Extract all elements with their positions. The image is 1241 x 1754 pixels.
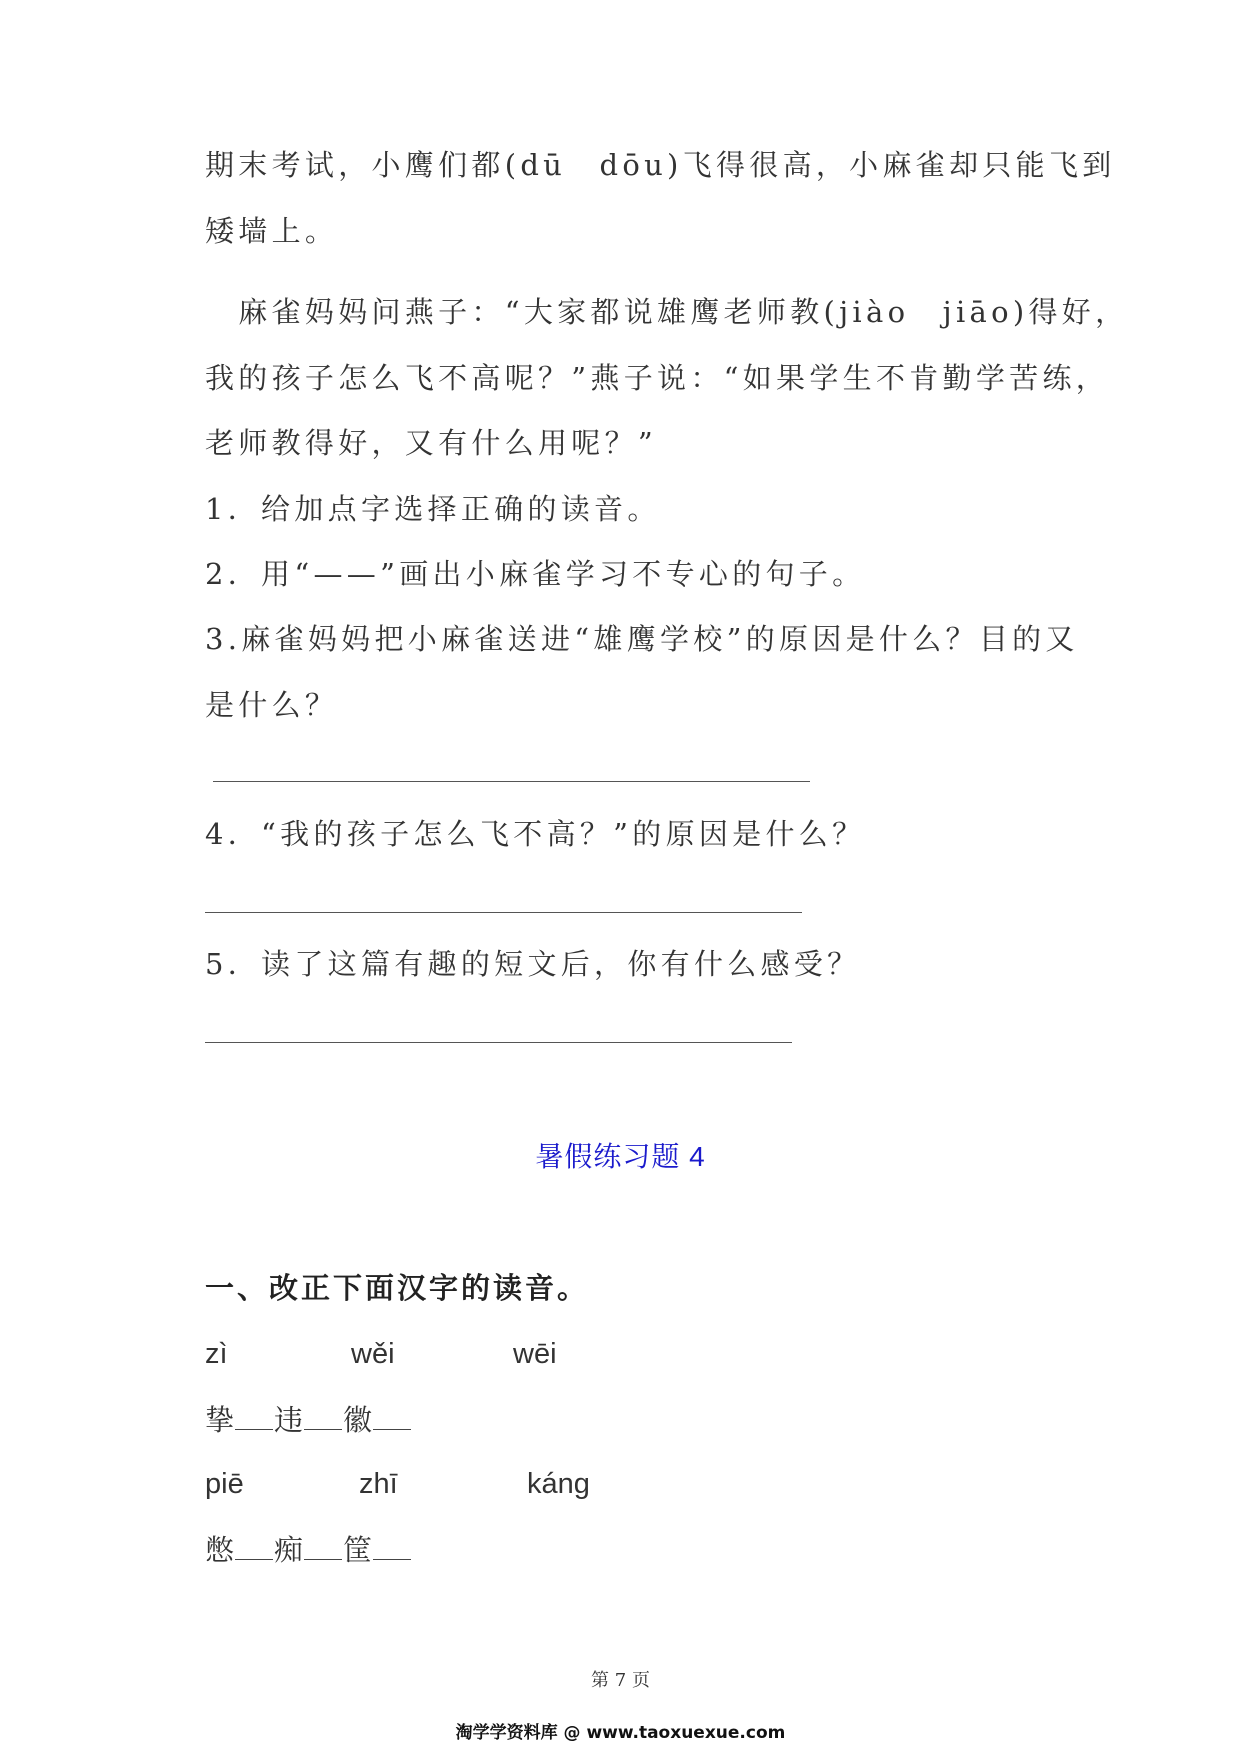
passage-line: 麻雀妈妈问燕子：“大家都说雄鹰老师教(jiào jiāo)得好， [205, 295, 1129, 329]
page-number: 第 7 页 [591, 1670, 650, 1691]
answer-line-4[interactable] [205, 912, 802, 913]
passage-line: 老师教得好，又有什么用呢？” [205, 426, 658, 460]
char-row-1 [205, 1399, 412, 1440]
question-4: 4．“我的孩子怎么飞不高？”的原因是什么？ [205, 817, 866, 851]
pinyin: zhī [359, 1468, 398, 1500]
pinyin: zì [205, 1338, 228, 1370]
char: 徽 [343, 1403, 373, 1437]
answer-line-3[interactable] [213, 781, 810, 782]
answer-line-5[interactable] [205, 1042, 792, 1043]
pinyin: piē [205, 1468, 244, 1500]
fill-blank[interactable] [373, 1399, 411, 1430]
question-1: 1．给加点字选择正确的读音。 [205, 492, 661, 526]
char: 憋 [205, 1533, 235, 1567]
question-2: 2．用“——”画出小麻雀学习不专心的句子。 [205, 557, 866, 591]
passage-line: 矮墙上。 [205, 214, 339, 248]
question-3-continued: 是什么？ [205, 688, 339, 722]
fill-blank[interactable] [235, 1529, 273, 1560]
pinyin: káng [527, 1468, 590, 1500]
passage-line: 我的孩子怎么飞不高呢？”燕子说：“如果学生不肯勤学苦练， [205, 361, 1110, 395]
char: 筐 [343, 1533, 373, 1567]
char-row-2 [205, 1529, 412, 1570]
section-title: 暑假练习题 4 [535, 1141, 706, 1172]
site-watermark: 淘学学资料库 @ www.taoxuexue.com [455, 1723, 786, 1743]
fill-blank[interactable] [304, 1399, 342, 1430]
fill-blank[interactable] [304, 1529, 342, 1560]
passage-line: 期末考试，小鹰们都(dū dōu)飞得很高，小麻雀却只能飞到 [205, 148, 1116, 182]
fill-blank[interactable] [235, 1399, 273, 1430]
char: 挚 [205, 1403, 235, 1437]
pinyin: wěi [351, 1338, 395, 1370]
exercise-heading: 一、改正下面汉字的读音。 [205, 1271, 590, 1305]
question-3: 3.麻雀妈妈把小麻雀送进“雄鹰学校”的原因是什么？目的又 [205, 622, 1079, 656]
char: 违 [274, 1403, 304, 1437]
pinyin: wēi [513, 1338, 557, 1370]
question-5: 5．读了这篇有趣的短文后，你有什么感受？ [205, 947, 861, 981]
char: 痴 [274, 1533, 304, 1567]
fill-blank[interactable] [373, 1529, 411, 1560]
